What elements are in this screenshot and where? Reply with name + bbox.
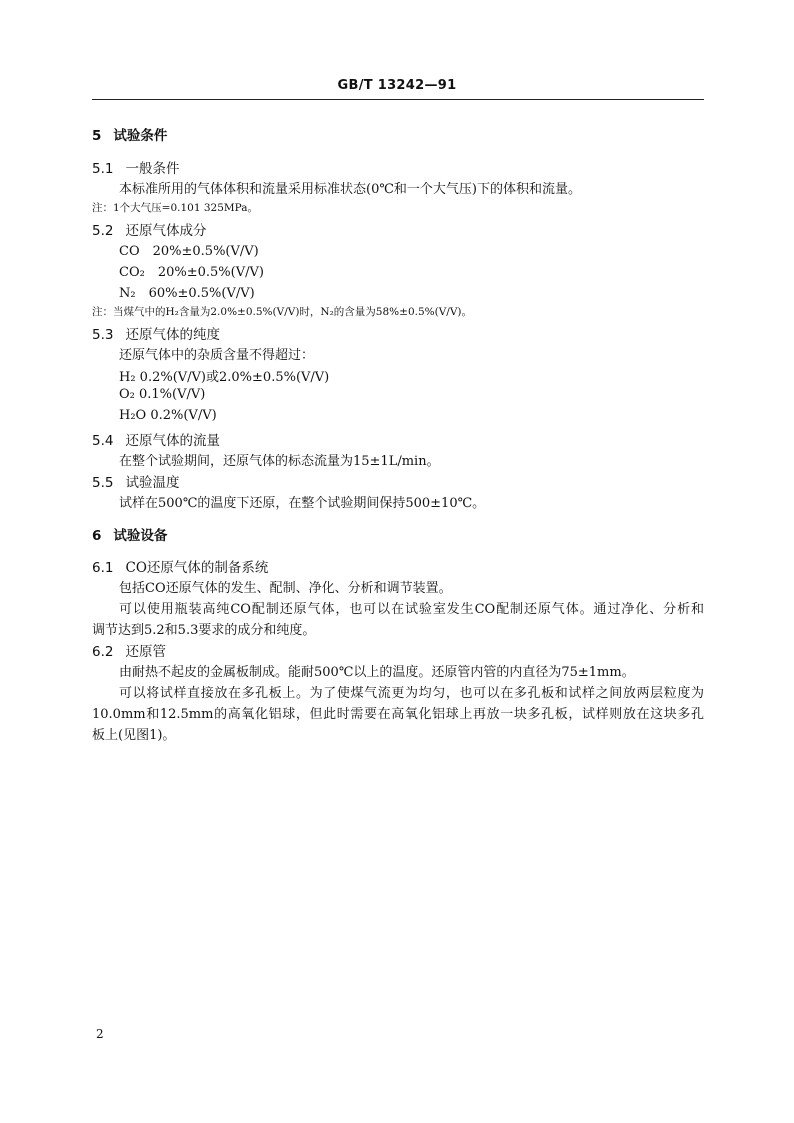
clause-6-1-text-1: 包括CO还原气体的发生、配制、净化、分析和调节装置。 xyxy=(119,581,452,596)
clause-5-4-title: 还原气体的流量 xyxy=(125,433,220,449)
clause-6-1-text-2a: 可以使用瓶装高纯CO配制还原气体，也可以在试验室发生CO配制还原气体。通过净化、分析和 xyxy=(119,602,704,617)
clause-5-2-number: 5.2 xyxy=(92,223,114,239)
clause-5-1-number: 5.1 xyxy=(92,161,114,177)
clause-5-1-heading xyxy=(92,157,179,177)
page-number: 2 xyxy=(96,1027,104,1041)
section-6-heading xyxy=(92,524,167,544)
clause-6-2-text-1: 由耐热不起皮的金属板制成。能耐500℃以上的温度。还原管内管的内直径为75±1mm。 xyxy=(119,665,635,680)
clause-5-5-heading xyxy=(92,471,179,491)
clause-6-2-text-2a: 可以将试样直接放在多孔板上。为了使煤气流更为均匀，也可以在多孔板和试样之间放两层粒度为 xyxy=(119,686,704,701)
gas-co-line: CO 20%±0.5%(V/V) xyxy=(119,244,259,259)
clause-5-5-text: 试样在500℃的温度下还原，在整个试验期间保持500±10℃。 xyxy=(119,496,486,511)
section-5-number: 5 xyxy=(92,128,102,144)
section-6-title: 试验设备 xyxy=(113,528,168,544)
clause-6-1-title: CO还原气体的制备系统 xyxy=(125,560,269,576)
clause-5-4-text: 在整个试验期间，还原气体的标态流量为15±1L/min。 xyxy=(119,454,440,469)
clause-5-1-note: 注：1个大气压=0.101 325MPa。 xyxy=(92,202,259,214)
clause-5-4-heading xyxy=(92,429,220,449)
clause-5-2-title: 还原气体成分 xyxy=(125,223,207,239)
clause-5-3-title: 还原气体的纯度 xyxy=(125,327,220,343)
clause-6-2-title: 还原管 xyxy=(125,644,166,660)
clause-5-5-number: 5.5 xyxy=(92,475,114,491)
section-5-heading xyxy=(92,124,167,144)
clause-5-3-number: 5.3 xyxy=(92,327,114,343)
clause-5-2-heading xyxy=(92,219,206,239)
clause-5-3-heading xyxy=(92,323,220,343)
gas-co2-line: CO₂ 20%±0.5%(V/V) xyxy=(119,265,264,280)
standard-code-header: GB/T 13242—91 xyxy=(337,78,457,93)
section-5-title: 试验条件 xyxy=(113,128,168,144)
impurity-h2o-line: H₂O 0.2%(V/V) xyxy=(119,408,217,423)
clause-5-5-title: 试验温度 xyxy=(125,475,180,491)
clause-6-1-text-2b: 调节达到5.2和5.3要求的成分和纯度。 xyxy=(92,623,316,638)
clause-5-3-text: 还原气体中的杂质含量不得超过： xyxy=(119,348,315,363)
clause-5-2-note: 注：当煤气中的H₂含量为2.0%±0.5%(V/V)时，N₂的含量为58%±0.5%(V/V)。 xyxy=(92,306,473,318)
header-rule xyxy=(92,99,704,100)
clause-5-1-title: 一般条件 xyxy=(125,161,180,177)
section-6-number: 6 xyxy=(92,528,102,544)
clause-6-2-text-2b: 10.0mm和12.5mm的高氧化铝球，但此时需要在高氧化铝球上再放一块多孔板，试样则放在这块多孔 xyxy=(92,707,704,722)
clause-5-1-text: 本标准所用的气体体积和流量采用标准状态(0℃和一个大气压)下的体积和流量。 xyxy=(119,182,581,197)
impurity-o2-line: O₂ 0.1%(V/V) xyxy=(119,387,206,402)
impurity-h2-line: H₂ 0.2%(V/V)或2.0%±0.5%(V/V) xyxy=(119,370,330,385)
clause-6-2-number: 6.2 xyxy=(92,644,114,660)
clause-6-2-text-2c: 板上(见图1)。 xyxy=(92,728,176,743)
clause-6-1-number: 6.1 xyxy=(92,560,114,576)
gas-n2-line: N₂ 60%±0.5%(V/V) xyxy=(119,286,255,301)
clause-6-1-heading xyxy=(92,556,268,576)
clause-6-2-heading xyxy=(92,640,166,660)
clause-5-4-number: 5.4 xyxy=(92,433,114,449)
